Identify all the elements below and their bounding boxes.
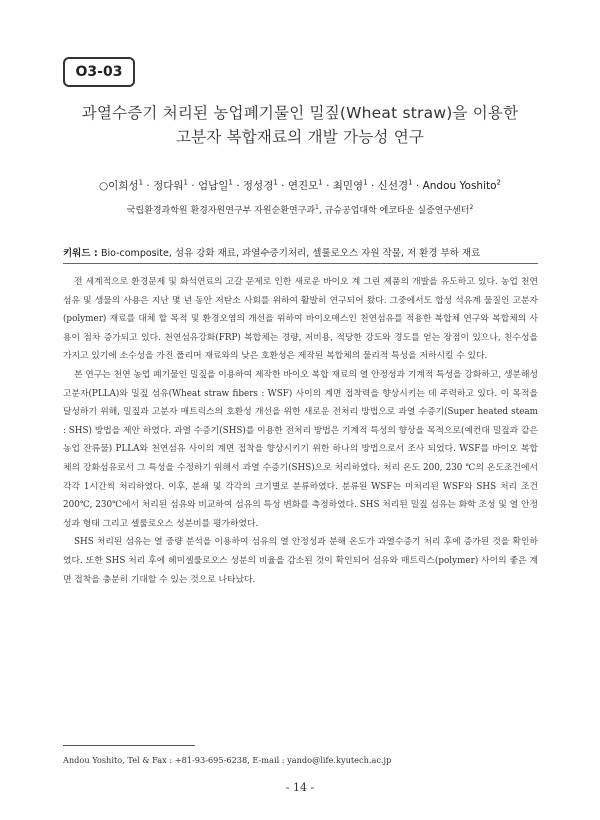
- footnote-divider: [63, 745, 195, 746]
- author-list: [60, 178, 540, 193]
- author: Andou Yoshito$^2$: [422, 178, 502, 192]
- keywords-text: Bio-composite, 섬유 강화 재료, 과열수증기처리, 셀룰로오스 자원 작물, 저 환경 부하 재료: [100, 248, 481, 259]
- abstract-body: [63, 273, 538, 589]
- paragraph: SHS 처리된 섬유는 열 중량 분석을 이용하여 섬유의 열 안정성과 분해 온도가 과열수증기 처리 후에 증가된 것을 확인하였다. 또한 SHS 처리 후에 헤미셀룰로오스 성분의 비율을 감소된 것이 확인되어 섬유와 매트릭스(polymer) 사이의 좋은 계면 접착을 충분히 기대할 수 있는 것으로 나타났다.: [63, 537, 538, 585]
- divider: [63, 263, 538, 264]
- author: 연진모$^1$ ·: [287, 178, 333, 192]
- paragraph: 전 세계적으로 환경문제 및 화석연료의 고갈 문제로 인한 새로운 바이오 계 그린 제품의 개발을 유도하고 있다. 농업 천연 섬유 및 생물의 사용은 지난 몇 년 동안 저탄소 사회를 위하여 활발히 연구되어 왔다. 그중에서도 합성 석유계 물질인 고분자(polymer) 재료를 대체 할 목적 및 환경오염의 개선을 위하여 바이오매스인 천연섬유를 적용한 복합체 연구와 복합체의 사용이 점차 증가되고 있다. 천연섬유강화(FRP) 복합체는 경량, 저비용, 적당한 강도와 경도를 얻는 장점이 있으나, 친수성을 가지고 있기에 소수성을 가진 폴리머 재료와의 낮은 호환성은 제작된 복합체의 물리적 특성을 저하시킬 수 있다.: [63, 277, 538, 362]
- author: 신선경$^1$ ·: [377, 178, 423, 192]
- page-number: - 14 -: [285, 781, 315, 794]
- paper-title-line-1: 과열수증기 처리된 농업폐기물인 밀짚(Wheat straw)을 이용한: [81, 104, 519, 122]
- author: ○이희성$^1$ ·: [98, 178, 154, 192]
- author: 정성경$^1$ ·: [242, 178, 288, 192]
- footnote-contact: Andou Yoshito, Tel & Fax : +81-93-695-6238, E-mail : yando@life.kyutech.ac.jp: [63, 755, 392, 765]
- author: 정다워$^1$ ·: [153, 178, 198, 192]
- keywords-label: 키워드 :: [63, 248, 101, 259]
- author: 최민영$^1$ ·: [332, 178, 378, 192]
- paper-title-line-2: 고분자 복합재료의 개발 가능성 연구: [175, 128, 425, 146]
- author: 엄남일$^1$ ·: [197, 178, 243, 192]
- keywords: [63, 245, 543, 259]
- session-code-badge: O3-03: [63, 57, 135, 87]
- paragraph: 본 연구는 천연 농업 폐기물인 밀짚을 이용하여 제작한 바이오 복합 재료의 열 안정성과 기계적 특성을 강화하고, 생분해성 고분자(PLLA)와 밀짚 섬유(Wheat straw fibers : WSF) 사이의 계면 접착력을 향상시키는 데 주력하고 있다. 이 목적을 달성하기 위해, 밀짚과 고분자 매트릭스의 호환성 개선을 위한 새로운 전처리 방법으로 과열 수증기(Super heated steam : SHS) 방법을 제안 하였다. 과열 수증기(SHS)를 이용한 전처리 방법은 기계적 특성의 향상을 목적으로(예컨대 밀짚과 같은 농업 잔류물) PLLA와 천연섬유 사이의 계면 접착을 향상시키기 위한 하나의 방법으로서 조사 되었다. WSF를 바이오 복합체의 강화섬유로서 그 특성을 수정하기 위해서 과열 수증기(SHS)으로 처리하였다. 처리 온도 200, 230 ℃의 온도조건에서 각각 1시간씩 처리하였다. 이후, 분쇄 및 각각의 크기별로 분류하였다. 분류된 WSF는 미처리된 WSF와 SHS 처리 조건 200℃, 230℃에서 처리된 섬유와 비교하여 섬유의 특성 변화를 측정하였다. SHS 처리된 밀짚 섬유는 화학 조성 및 열 안정성과 형태 그리고 셀룰로오스 성분비를 평가하였다.: [63, 369, 538, 529]
- affiliations: 국립환경과학원 환경자원연구부 자원순환연구과$^1$, 규슈공업대학 에코타운 실증연구센터$^2$: [126, 204, 474, 216]
